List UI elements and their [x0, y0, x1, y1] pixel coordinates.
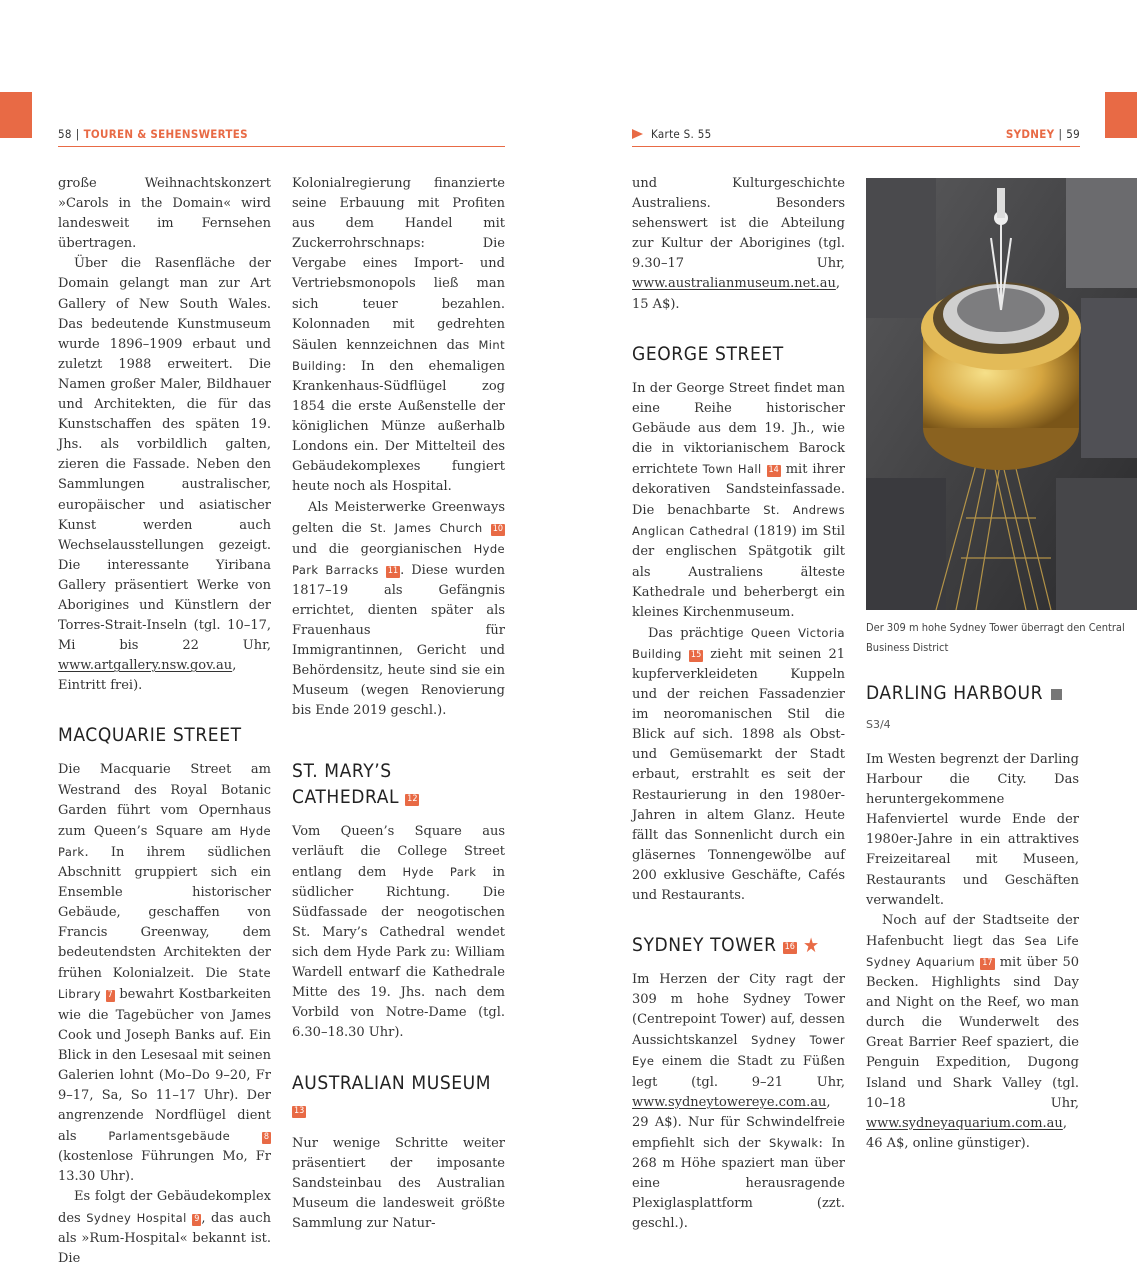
right-page-tab — [1105, 92, 1137, 138]
heading-sydney-tower: SYDNEY TOWER 16 ★ — [632, 933, 820, 958]
star-icon: ★ — [802, 933, 820, 958]
left-header-rule — [58, 146, 505, 147]
column-4 — [866, 680, 1079, 1154]
badge-8: 8 — [263, 1132, 269, 1143]
badge-14: 14 — [768, 465, 779, 476]
column-1 — [58, 174, 271, 1269]
sydneytowereye-link[interactable]: www.sydneytowereye.com.au — [632, 1094, 827, 1110]
badge-10: 10 — [492, 523, 504, 534]
badge-15: 15 — [690, 649, 702, 660]
right-section-title: SYDNEY — [1005, 127, 1055, 141]
artgallery-link[interactable]: www.artgallery.nsw.gov.au — [58, 658, 233, 674]
heading-darling-harbour: DARLING HARBOUR S3/4 — [866, 680, 1079, 738]
left-section-title: TOUREN & SEHENSWERTES — [83, 127, 248, 141]
paragraph: Die Macquarie Street am Westrand des Royal Botanic Garden führt vom Opernhaus zum Queen’s Square am Hyde Park. In ihrem südlichen Abschnitt gruppiert sich ein Ensemble historischer Gebäude, geschaffen von Francis Greenway, dem bedeutendsten Architekten der frühen Kolonialzeit. Die State Library 7 bewahrt Kostbarkeiten wie die Tagebücher von James Cook und Joseph Banks auf. Ein Blick in den Lesesaal mit seinen Galerien lohnt (Mo–Do 9–20, Fr 9–17, Sa, So 11–17 Uhr). Der angrenzende Nordflügel dient als Parlamentsgebäude 8 (kostenlose Führungen Mo, Fr 13.30 Uhr). — [58, 762, 271, 1185]
paragraph: Vom Queen’s Square aus verläuft die College Street entlang dem Hyde Park in südlicher Richtung. Die Südfassade der neogotischen St. Mary’s Cathedral wendet sich dem Hyde Park zu: William Wardell entwarf die Kathedrale Mitte des 19. Jhs. nach dem Vorbild von Notre-Dame (tgl. 6.30–18.30 Uhr). — [292, 823, 506, 1041]
paragraph: Nur wenige Schritte weiter präsentiert der imposante Sandsteinbau des Australian Museum die landesweit größte Sammlung zur Natur- — [292, 1135, 505, 1231]
paragraph: Im Herzen der City ragt der 309 m hohe Sydney Tower (Centrepoint Tower) auf, dessen Aussichtskanzel Sydney Tower Eye einem die Stadt zu Füßen legt (tgl. 9–21 Uhr, www.sydneytowereye.com.au, 29 A$). Nur für Schwindelfreie empfiehlt sich der Skywalk: In 268 m Höhe spaziert man über eine herausragende Plexiglasplattform (zzt. geschl.). — [632, 972, 845, 1232]
left-running-header: 58 | TOUREN & SEHENSWERTES — [58, 127, 248, 141]
paragraph: und Kulturgeschichte Australiens. Besonders sehenswert ist die Abteilung zur Kultur der Aborigines (tgl. 9.30–17 Uhr, www.australianmuseum.net.au, 15 A$). — [632, 176, 845, 312]
map-grid-reference: S3/4 — [866, 718, 891, 731]
australianmuseum-link[interactable]: www.australianmuseum.net.au — [632, 276, 836, 292]
paragraph: Im Westen begrenzt der Darling Harbour die City. Das heruntergekommene Hafenviertel wurde Ende der 1980er-Jahre in ein attraktives Freizeitareal mit Museen, Restaurants und Geschäften verwandelt. — [866, 752, 1079, 908]
badge-7: 7 — [107, 990, 113, 1001]
right-page-number: 59 — [1066, 127, 1080, 141]
paragraph: Kolonialregierung finanzierte seine Erbauung mit Profiten aus dem Handel mit Zuckerrohrschnaps: Die Vergabe eines Import- und Vertriebsmonopols ließ man sich teuer bezahlen. Kolonnaden mit gedrehten Säulen kennzeichnen das Mint Building: In den ehemaligen Krankenhaus-Südflügel zog 1854 die erste Außenstelle der königlichen Münze außerhalb Londons ein. Der Mittelteil des Gebäudekomplexes fungiert heute noch als Hospital. — [292, 176, 505, 495]
paragraph: Es folgt der Gebäudekomplex des Sydney Hospital 9 , das auch als »Rum-Hospital« bekannt ist. Die — [58, 1189, 271, 1266]
heading-australian-museum: AUSTRALIAN MUSEUM 13 — [292, 1071, 492, 1116]
right-header-rule — [632, 146, 1080, 147]
heading-macquarie-street: MACQUARIE STREET — [58, 724, 242, 747]
column-2 — [292, 174, 505, 1234]
sydney-tower-illustration — [866, 178, 1137, 610]
badge-9: 9 — [194, 1213, 200, 1224]
map-reference: Karte S. 55 — [632, 127, 711, 141]
paragraph: In der George Street findet man eine Reihe historischer Gebäude aus dem 19. Jh., wie die in viktorianischem Barock errichtete Town Hall 14 mit ihrer dekorativen Sandsteinfassade. Die benachbarte St. Andrews Anglican Cathedral (1819) im Stil der englischen Spätgotik gilt als Australiens älteste Kathedrale und beherbergt ein kleines Kirchenmuseum. — [632, 380, 845, 620]
badge-11: 11 — [387, 565, 399, 576]
right-running-header: SYDNEY | 59 — [1005, 127, 1080, 141]
badge-12: 12 — [407, 793, 418, 804]
paragraph: Das prächtige Queen Victoria Building 15 zieht mit seinen 21 kupferverkleideten Kuppeln und der reichen Fassadenzier im neoromanischen Stil die Blick auf sich. 1898 als Obst- und Gemüsemarkt der Stadt erbaut, erstrahlt es seit der Restaurierung in den 1980er-Jahren in altem Glanz. Heute fällt das Sonnenlicht durch ein gläsernes Tonnengewölbe auf 200 exklusive Geschäfte, Cafés und Restaurants. — [632, 625, 845, 903]
column-3 — [632, 174, 845, 1234]
paragraph: Über die Rasenfläche der Domain gelangt man zur Art Gallery of New South Wales. Das bedeutende Kunstmuseum wurde 1896–1909 erbaut und zuletzt 1988 erweitert. Die Namen großer Maler, Bildhauer und Architekten, die für das Kunstschaffen des späten 19. Jhs. als vorbildlich galten, zieren die Fassade. Neben den Sammlungen australischer, europäischer und asiatischer Kunst werden auch Wechselausstellungen gezeigt. Die interessante Yiribana Gallery präsentiert Werke von Aborigines und Künstlern der Torres-Strait-Inseln (tgl. 10–17, Mi bis 22 Uhr, www.artgallery.nsw.gov.au, Eintritt frei). — [58, 256, 271, 694]
map-icon — [1051, 689, 1062, 700]
sydneyaquarium-link[interactable]: www.sydneyaquarium.com.au — [866, 1115, 1063, 1131]
paragraph: Noch auf der Stadtseite der Hafenbucht liegt das Sea Life Sydney Aquarium 17 mit über 50 Becken. Highlights sind Day and Night on the Reef, wo man durch die Wunderwelt des Great Barrier Reef spaziert, die Penguin Expedition, Dugong Island und Shark Valley (tgl. 10–18 Uhr, www.sydneyaquarium.com.au, 46 A$, online günstiger). — [866, 912, 1079, 1151]
badge-16: 16 — [784, 942, 795, 953]
paragraph: Als Meisterwerke Greenways gelten die St. James Church 10 und die georgianischen Hyde Park Barracks 11 . Diese wurden 1817–19 als Gefängnis errichtet, dienten später als Frauenhaus für Immigrantinnen, Gericht und Behördensitz, heute sind sie ein Museum (wegen Renovierung bis Ende 2019 geschl.). — [292, 499, 506, 719]
heading-st-marys-cathedral: ST. MARY’S CATHEDRAL 12 — [292, 759, 418, 808]
badge-17: 17 — [982, 957, 993, 968]
badge-13: 13 — [294, 1105, 305, 1116]
arrow-right-icon — [632, 129, 643, 139]
left-page-number: 58 — [58, 127, 72, 141]
sydney-tower-photo — [866, 178, 1137, 610]
photo-caption: Der 309 m hohe Sydney Tower überragt den Central Business District — [866, 621, 1125, 654]
heading-george-street: GEORGE STREET — [632, 342, 784, 365]
paragraph: große Weihnachtskonzert »Carols in the Domain« wird landesweit im Fernsehen übertragen. — [58, 176, 271, 252]
left-page-tab — [0, 92, 32, 138]
